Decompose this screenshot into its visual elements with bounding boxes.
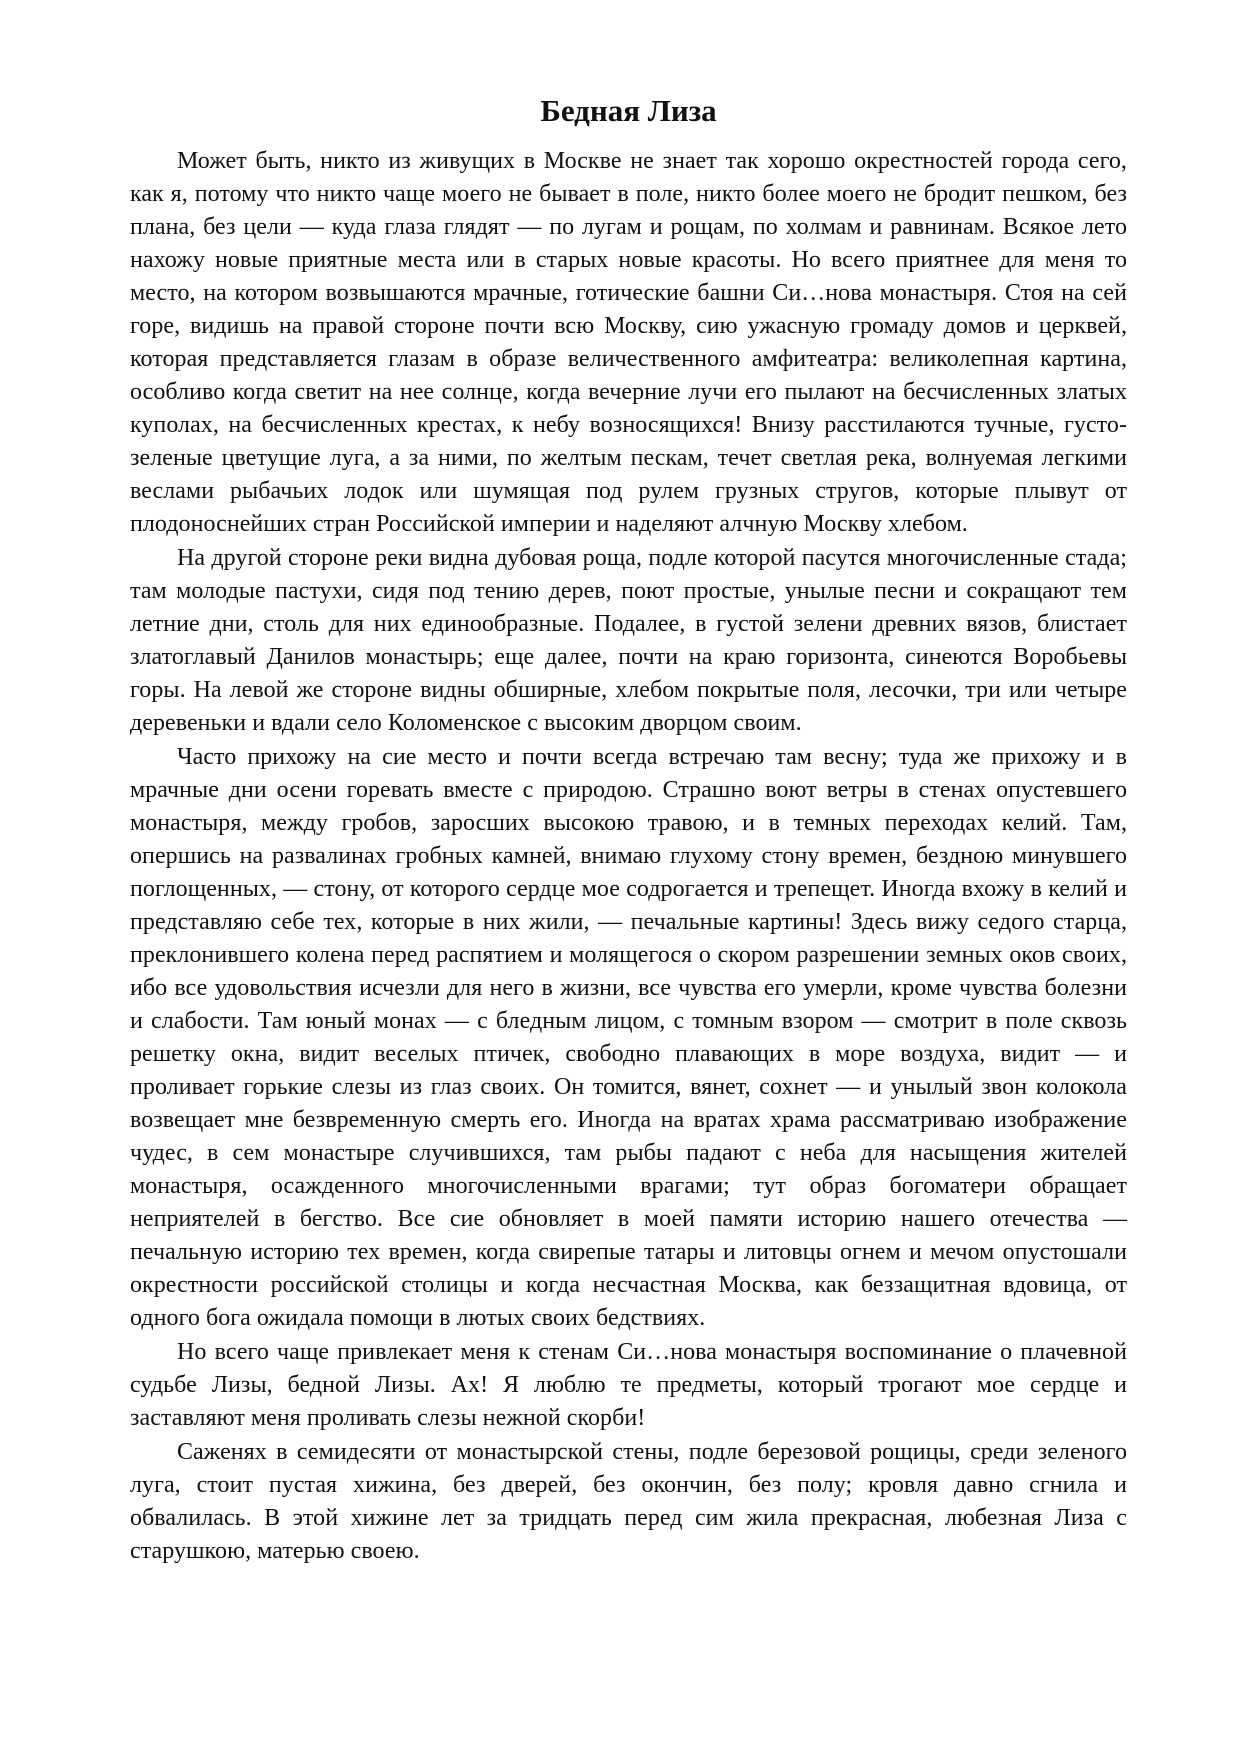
paragraph-1: Может быть, никто из живущих в Москве не знает так хорошо окрестностей города сего, как я, потому что никто чаще моего не бывает в поле, никто более моего не бродит пешком, без плана, без цели — куда глаза глядят — по лугам и рощам, по холмам и равнинам. Всякое лето нахожу новые приятные места или в старых новые красоты. Но всего приятнее для меня то место, на котором возвышаются мрачные, готические башни Си…нова монастыря. Стоя на сей горе, видишь на правой стороне почти всю Москву, сию ужасную громаду домов и церквей, которая представляется глазам в образе величественного амфитеатра: великолепная картина, особливо когда светит на нее солнце, когда вечерние лучи его пылают на бесчисленных златых куполах, на бесчисленных крестах, к небу возносящихся! Внизу расстилаются тучные, густо-зеленые цветущие луга, а за ними, по желтым пескам, течет светлая река, волнуемая легкими веслами рыбачьих лодок или шумящая под рулем грузных стругов, которые плывут от плодоноснейших стран Российской империи и наделяют алчную Москву хлебом. — [130, 148, 1127, 538]
document-page — [130, 92, 1127, 1569]
paragraph-4: Но всего чаще привлекает меня к стенам Си…нова монастыря воспоминание о плачевной судьбе Лизы, бедной Лизы. Ах! Я люблю те предметы, который трогают мое сердце и заставляют меня проливать слезы нежной скорби! — [130, 1339, 1127, 1432]
paragraph-3: Часто прихожу на сие место и почти всегда встречаю там весну; туда же прихожу и в мрачные дни осени горевать вместе с природою. Страшно воют ветры в стенах опустевшего монастыря, между гробов, заросших высокою травою, и в темных переходах келий. Там, опершись на развалинах гробных камней, внимаю глухому стону времен, бездною минувшего поглощенных, — стону, от которого сердце мое содрогается и трепещет. Иногда вхожу в келий и представляю себе тех, которые в них жили, — печальные картины! Здесь вижу седого старца, преклонившего колена перед распятием и молящегося о скором разрешении земных оков своих, ибо все удовольствия исчезли для него в жизни, все чувства его умерли, кроме чувства болезни и слабости. Там юный монах — с бледным лицом, с томным взором — смотрит в поле сквозь решетку окна, видит веселых птичек, свободно плавающих в море воздуха, видит — и проливает горькие слезы из глаз своих. Он томится, вянет, сохнет — и унылый звон колокола возвещает мне безвременную смерть его. Иногда на вратах храма рассматриваю изображение чудес, в сем монастыре случившихся, там рыбы падают с неба для насыщения жителей монастыря, осажденного многочисленными врагами; тут образ богоматери обращает неприятелей в бегство. Все сие обновляет в моей памяти историю нашего отечества — печальную историю тех времен, когда свирепые татары и литовцы огнем и мечом опустошали окрестности российской столицы и когда несчастная Москва, как беззащитная вдовица, от одного бога ожидала помощи в лютых своих бедствиях. — [130, 744, 1127, 1332]
paragraph-2: На другой стороне реки видна дубовая роща, подле которой пасутся многочисленные стада; там молодые пастухи, сидя под тению дерев, поют простые, унылые песни и сокращают тем летние дни, столь для них единообразные. Подалее, в густой зелени древних вязов, блистает златоглавый Данилов монастырь; еще далее, почти на краю горизонта, синеются Воробьевы горы. На левой же стороне видны обширные, хлебом покрытые поля, лесочки, три или четыре деревеньки и вдали село Коломенское с высоким дворцом своим. — [130, 545, 1127, 737]
document-title: Бедная Лиза — [540, 93, 717, 128]
paragraph-5: Саженях в семидесяти от монастырской стены, подле березовой рощицы, среди зеленого луга, стоит пустая хижина, без дверей, без окончин, без полу; кровля давно сгнила и обвалилась. В этой хижине лет за тридцать перед сим жила прекрасная, любезная Лиза с старушкою, матерью своею. — [130, 1439, 1127, 1565]
